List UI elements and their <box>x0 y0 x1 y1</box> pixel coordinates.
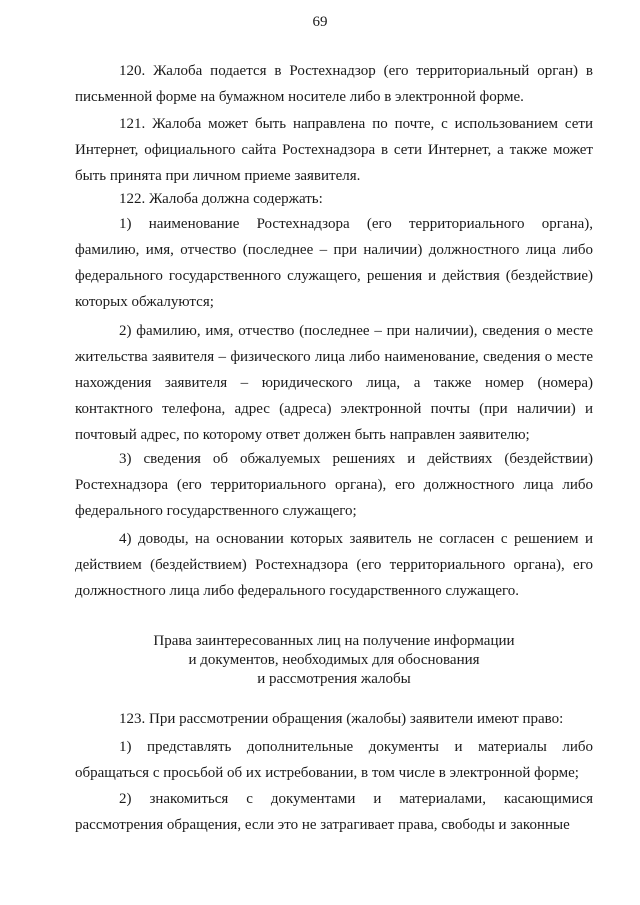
paragraph-122 <box>75 186 593 212</box>
paragraph-123-item-1 <box>75 734 593 786</box>
heading-line: и документов, необходимых для обоснования <box>188 652 480 668</box>
paragraph-text: 120. Жалоба подается в Ростехнадзор (его территориальный орган) в письменной форме на бумажном носителе либо в электронной форме. <box>75 63 593 105</box>
paragraph-text: 2) фамилию, имя, отчество (последнее – при наличии), сведения о месте жительства заявителя – физического лица либо наименование, сведения о месте нахождения заявителя – юридического лица, а также номер (номера) контактного телефона, адрес (адреса) электронной почты (при наличии) и почтовый адрес, по которому ответ должен быть направлен заявителю; <box>75 323 593 443</box>
paragraph-text: 1) представлять дополнительные документы и материалы либо обращаться с просьбой об их истребовании, в том числе в электронной форме; <box>75 739 593 781</box>
paragraph-122-item-1 <box>75 211 593 315</box>
paragraph-122-item-2 <box>75 318 593 448</box>
paragraph-text: 123. При рассмотрении обращения (жалобы) заявители имеют право: <box>119 711 564 727</box>
paragraph-text: 1) наименование Ростехнадзора (его территориального органа), фамилию, имя, отчество (последнее – при наличии) должностного лица либо федерального государственного служащего, решения и действия (бездействие) которых обжалуются; <box>75 216 593 310</box>
paragraph-123 <box>75 706 593 732</box>
paragraph-120 <box>75 58 593 110</box>
paragraph-121 <box>75 111 593 189</box>
paragraph-122-item-4 <box>75 526 593 604</box>
paragraph-text: 4) доводы, на основании которых заявитель не согласен с решением и действием (бездействием) Ростехнадзора (его территориального органа), его должностного лица либо федерального государственного служащего. <box>75 531 593 599</box>
section-heading <box>75 632 593 689</box>
paragraph-text: 122. Жалоба должна содержать: <box>119 191 323 207</box>
paragraph-text: 2) знакомиться с документами и материалами, касающимися рассмотрения обращения, если это не затрагивает права, свободы и законные <box>75 791 593 833</box>
paragraph-122-item-3 <box>75 446 593 524</box>
paragraph-text: 121. Жалоба может быть направлена по почте, с использованием сети Интернет, официального сайта Ростехнадзора в сети Интернет, а также может быть принята при личном приеме заявителя. <box>75 116 593 184</box>
heading-line: и рассмотрения жалобы <box>257 671 411 687</box>
heading-line: Права заинтересованных лиц на получение информации <box>153 633 515 649</box>
paragraph-123-item-2 <box>75 786 593 838</box>
paragraph-text: 3) сведения об обжалуемых решениях и действиях (бездействии) Ростехнадзора (его территориального органа), его должностного лица либо федерального государственного служащего; <box>75 451 593 519</box>
page-number: 69 <box>312 14 328 30</box>
